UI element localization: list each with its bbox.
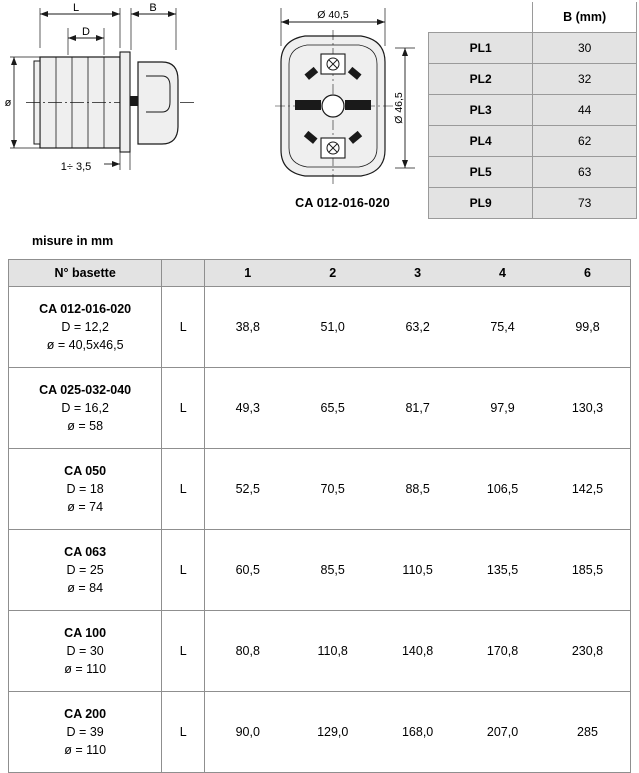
row-value: 106,5	[460, 449, 545, 530]
header-l	[162, 260, 205, 287]
pl-label: PL2	[429, 64, 533, 95]
front-right-dimension: Ø 46,5	[393, 92, 405, 124]
row-name-line3: ø = 40,5x46,5	[46, 338, 124, 353]
table-row	[429, 33, 637, 64]
row-value: 207,0	[460, 692, 545, 773]
row-value: 49,3	[205, 368, 290, 449]
row-name-line1: CA 025-032-040	[39, 382, 132, 397]
row-name	[9, 449, 162, 530]
row-name-line2: D = 25	[66, 562, 104, 577]
technical-drawings-area	[0, 0, 639, 228]
row-value: 88,5	[375, 449, 460, 530]
row-value: 99,8	[545, 287, 631, 368]
pl-value: 44	[533, 95, 637, 126]
row-name	[9, 611, 162, 692]
row-name-line1: CA 012-016-020	[39, 301, 132, 316]
row-value: 135,5	[460, 530, 545, 611]
row-name-line3: ø = 84	[67, 581, 104, 596]
table-row	[9, 530, 631, 611]
table-row	[9, 287, 631, 368]
main-table-header-row	[9, 260, 631, 287]
row-value: 85,5	[290, 530, 375, 611]
pl-value: 30	[533, 33, 637, 64]
header-4: 4	[460, 260, 545, 287]
row-value: 140,8	[375, 611, 460, 692]
row-name-line1: CA 050	[64, 463, 107, 478]
row-name-line1: CA 063	[64, 544, 107, 559]
row-value: 51,0	[290, 287, 375, 368]
table-row	[429, 188, 637, 219]
pl-label: PL3	[429, 95, 533, 126]
row-value: 65,5	[290, 368, 375, 449]
table-row	[429, 157, 637, 188]
header-6: 6	[545, 260, 631, 287]
header-2: 2	[290, 260, 375, 287]
row-value: 63,2	[375, 287, 460, 368]
pl-label: PL1	[429, 33, 533, 64]
row-name-line1: CA 200	[64, 706, 107, 721]
row-name-line2: D = 12,2	[61, 319, 109, 334]
row-name-line2: D = 18	[66, 481, 104, 496]
dim-bottom-label: 1÷ 3,5	[60, 161, 92, 173]
row-l: L	[162, 611, 205, 692]
dim-L-label: L	[72, 2, 80, 14]
pl-header-blank	[429, 2, 533, 33]
row-value: 97,9	[460, 368, 545, 449]
row-name	[9, 368, 162, 449]
table-row	[9, 611, 631, 692]
row-value: 75,4	[460, 287, 545, 368]
header-basette: N° basette	[9, 260, 162, 287]
row-name-line2: D = 16,2	[61, 400, 109, 415]
row-value: 185,5	[545, 530, 631, 611]
row-value: 38,8	[205, 287, 290, 368]
row-name-line3: ø = 58	[67, 419, 104, 434]
row-value: 285	[545, 692, 631, 773]
row-l: L	[162, 368, 205, 449]
row-l: L	[162, 287, 205, 368]
row-name-line1: CA 100	[64, 625, 107, 640]
pl-value: 62	[533, 126, 637, 157]
pl-table-header-row	[429, 2, 637, 33]
pl-value: 32	[533, 64, 637, 95]
pl-label: PL5	[429, 157, 533, 188]
table-row	[9, 368, 631, 449]
row-value: 80,8	[205, 611, 290, 692]
row-name-line2: D = 30	[66, 643, 104, 658]
side-view-drawing	[0, 0, 260, 205]
row-value: 230,8	[545, 611, 631, 692]
row-value: 70,5	[290, 449, 375, 530]
front-top-dimension: Ø 40,5	[317, 9, 349, 21]
header-3: 3	[375, 260, 460, 287]
row-value: 81,7	[375, 368, 460, 449]
row-l: L	[162, 449, 205, 530]
pl-label: PL9	[429, 188, 533, 219]
table-row	[429, 64, 637, 95]
table-row	[9, 692, 631, 773]
row-name-line2: D = 39	[66, 724, 104, 739]
row-value: 130,3	[545, 368, 631, 449]
pl-label: PL4	[429, 126, 533, 157]
pl-b-table	[428, 2, 637, 219]
dim-diameter-label: ø	[4, 97, 12, 109]
row-value: 129,0	[290, 692, 375, 773]
row-value: 60,5	[205, 530, 290, 611]
row-value: 90,0	[205, 692, 290, 773]
row-value: 52,5	[205, 449, 290, 530]
row-name	[9, 287, 162, 368]
table-row	[429, 126, 637, 157]
front-view-caption: CA 012-016-020	[295, 196, 390, 210]
row-name	[9, 530, 162, 611]
row-name-line3: ø = 74	[67, 500, 104, 515]
row-name-line3: ø = 110	[64, 662, 107, 677]
row-value: 168,0	[375, 692, 460, 773]
row-l: L	[162, 530, 205, 611]
units-note: misure in mm	[32, 234, 114, 248]
pl-header-b: B (mm)	[533, 2, 637, 33]
row-value: 110,8	[290, 611, 375, 692]
table-row	[429, 95, 637, 126]
table-row	[9, 449, 631, 530]
header-1: 1	[205, 260, 290, 287]
dimensions-table	[8, 259, 631, 773]
row-name	[9, 692, 162, 773]
row-value: 142,5	[545, 449, 631, 530]
dim-B-label: B	[149, 2, 157, 14]
front-view-drawing	[255, 0, 430, 220]
row-value: 170,8	[460, 611, 545, 692]
row-l: L	[162, 692, 205, 773]
row-value: 110,5	[375, 530, 460, 611]
dim-D-label: D	[82, 26, 90, 38]
row-name-line3: ø = 110	[64, 743, 107, 758]
pl-value: 73	[533, 188, 637, 219]
pl-value: 63	[533, 157, 637, 188]
